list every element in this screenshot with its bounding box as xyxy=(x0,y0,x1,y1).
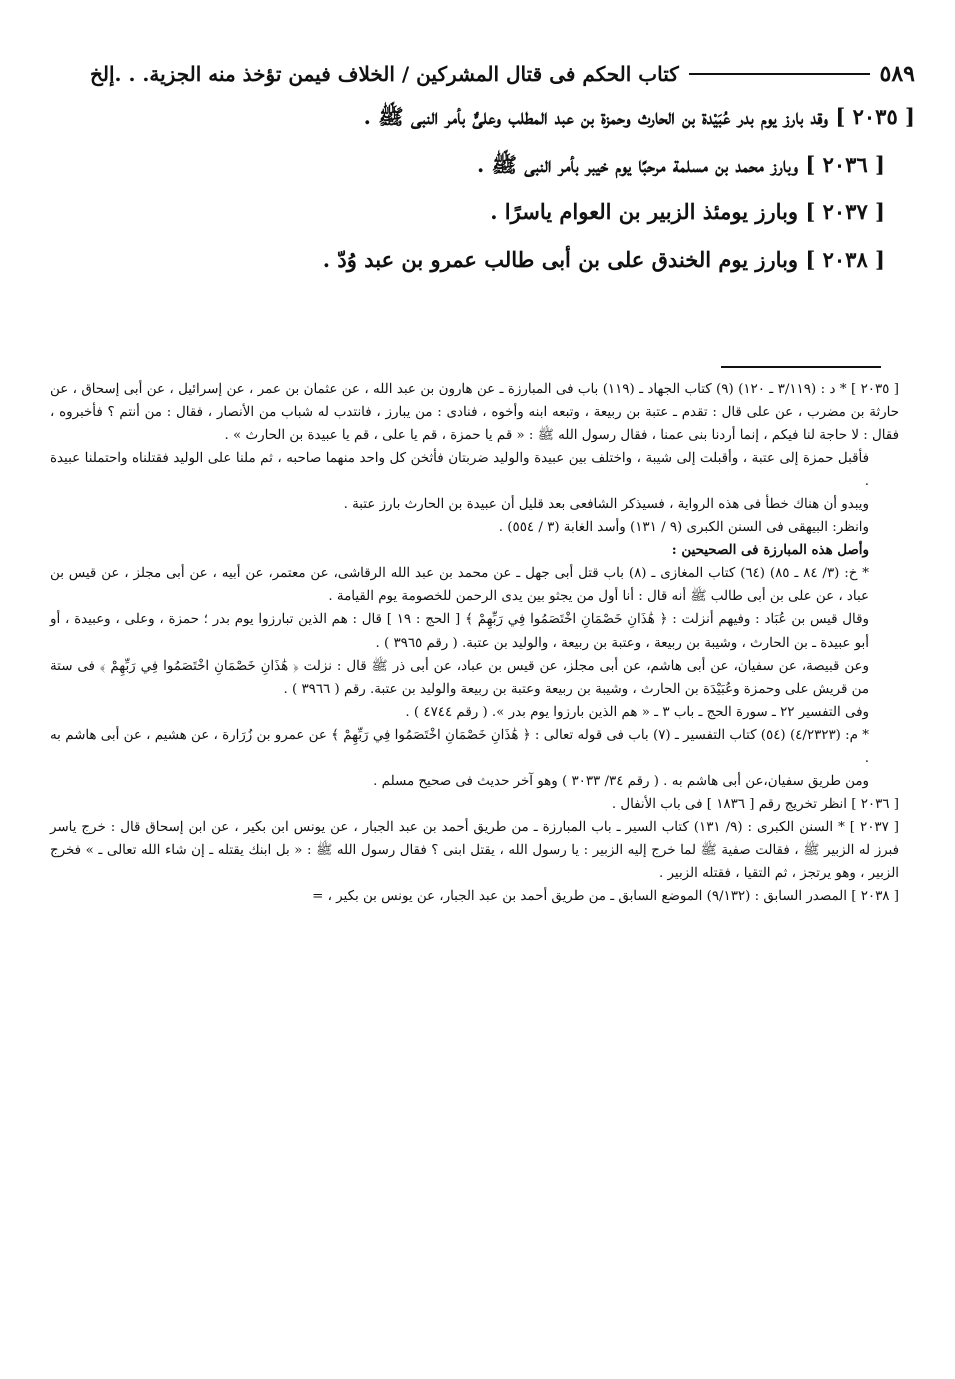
note-paragraph: فأقبل حمزة إلى عتبة ، وأقبلت إلى شيبة ، واختلف بين عبيدة والوليد ضربتان فأثخن كل واحد منهما صاحبه ، ثم ملنا على الوليد فقتلناه واحتملنا عبيدة . xyxy=(50,451,869,490)
footnotes xyxy=(50,378,899,908)
note-paragraph: وعن قبيصة، عن سفيان، عن أبى هاشم، عن أبى مجلز، عن قيس بن عباد، عن أبى ذر ﷺ قال : نزلت ﴿ هَٰذَانِ خَصْمَانِ اخْتَصَمُوا فِي رَبِّهِمْ ﴾ فى ستة من قريش على وحمزة وعُبَيْدَة بن الحارث ، وشيبة بن ربيعة وعتبة بن ربيعة والوليد بن عتبة. رقم ( ٣٩٦٦ ) . xyxy=(50,658,869,697)
note-paragraph: وقال قيس بن عُبَاد : وفيهم أنزلت : ﴿ هَٰذَانِ خَصْمَانِ اخْتَصَمُوا فِي رَبِّهِمْ ﴾ [ الحج : ١٩ ] قال : هم الذين تبارزوا يوم بدر ؛ حمزة ، وعلى ، وعبيدة ، أو أبو عبيدة ـ بن الحارث ، وشيبة بن ربيعة ، وعتبة بن ربيعة ، والوليد بن عتبة. ( رقم ٣٩٦٥ ) . xyxy=(50,612,869,651)
main-text xyxy=(90,100,915,290)
note-paragraph: وانظر: البيهقى فى السنن الكبرى (٩ / ١٣١) وأسد الغابة (٣ / ٥٥٤) . xyxy=(498,520,869,536)
note-2037: [ ٢٠٣٧ ] * السنن الكبرى : (٩/ ١٣١) كتاب السير ـ باب المبارزة ـ من طريق أحمد بن عبد الجبار ، عن يونس ابن بكير ، عن ابن إسحاق قال : خرج ياسر فبرز له الزبير ﷺ ، فقالت صفية ﷺ لما خرج إليه الزبير : يا رسول الله ، يقتل ابنى ؟ فقال رسول الله ﷺ : « بل ابنك يقتله ـ إن شاء الله تعالى ـ » فخرج الزبير ، وهو يرتجز ، ثم التقيا ، فقتله الزبير . xyxy=(50,819,899,881)
note-paragraph: ويبدو أن هناك خطأ فى هذه الرواية ، فسيذكر الشافعى بعد قليل أن عبيدة بن الحارث بارز عتبة . xyxy=(343,497,869,513)
page-number: ٥٨٩ xyxy=(879,61,915,87)
note-paragraph: ومن طريق سفيان،عن أبى هاشم به . ( رقم ٣٤/ ٣٠٣٣ ) وهو آخر حديث فى صحيح مسلم . xyxy=(373,773,869,789)
paragraph-2038: [ ٢٠٣٨ ] وبارز يوم الخندق على بن أبى طالب عمرو بن عبد وُدّ . xyxy=(322,246,885,272)
paragraph-2037: [ ٢٠٣٧ ] وبارز يومئذ الزبير بن العوام ياسرًا . xyxy=(490,199,885,225)
paragraph-2035: [ ٢٠٣٥ ] وقد بارز يوم بدر عُبَيْدة بن الحارث وحمزة بن عبد المطلب وعلىٌّ بأمر النبى ﷺ . xyxy=(363,104,915,129)
running-header xyxy=(90,56,915,92)
note-paragraph: * خ: (٣/ ٨٤ ـ ٨٥) (٦٤) كتاب المغازى ـ (٨) باب قتل أبى جهل ـ عن محمد بن عبد الله الرقاشى، عن معتمر، عن أبيه ، عن أبى مجلز ، عن قيس بن عباد ، عن على بن أبى طالب ﷺ أنه قال : أنا أول من يجثو بين يدى الرحمن للخصومة يوم القيامة . xyxy=(50,566,869,605)
chapter-title: كتاب الحكم فى قتال المشركين / الخلاف فيمن تؤخذ منه الجزية. . .إلخ xyxy=(90,62,679,86)
header-rule xyxy=(689,73,870,75)
note-2035: [ ٢٠٣٥ ] * د : (٣/١١٩ ـ ١٢٠) (٩) كتاب الجهاد ـ (١١٩) باب فى المبارزة ـ عن هارون بن عبد الله ، عن عثمان بن عمر ، عن إسرائيل ، عن أبى إسحاق ، عن حارثة بن مضرب ، عن على قال : تقدم ـ عتبة بن ربيعة ، وتبعه ابنه وأخوه ، فنادى : من يبارز ، فانتدب له شباب من الأنصار ، فقال : من أنتم ؟ فأخبروه ، فقال : لا حاجة لنا فيكم ، إنما أردنا بنى عمنا ، فقال رسول الله ﷺ : « قم يا حمزة ، قم يا على ، قم يا عبيدة بن الحارث » . xyxy=(50,382,900,444)
note-paragraph: * م: (٤/٢٣٢٣) (٥٤) كتاب التفسير ـ (٧) باب فى قوله تعالى : ﴿ هَٰذَانِ خَصْمَانِ اخْتَصَمُوا فِي رَبِّهِمْ ﴾ عن عمرو بن زُرَارة ، عن هشيم ، عن أبى هاشم به . xyxy=(50,727,869,766)
paragraph-2036: [ ٢٠٣٦ ] وبارز محمد بن مسلمة مرحبًا يوم خيبر بأمر النبى ﷺ . xyxy=(476,151,885,177)
note-2036: [ ٢٠٣٦ ] انظر تخريج رقم [ ١٨٣٦ ] فى باب الأنفال . xyxy=(611,796,899,812)
note-2038: [ ٢٠٣٨ ] المصدر السابق : (٩/١٣٢) الموضع السابق ـ من طريق أحمد بن عبد الجبار، عن يونس بن بكير ، = xyxy=(312,889,899,905)
footnote-separator xyxy=(721,366,881,368)
note-paragraph: وفى التفسير ٢٢ ـ سورة الحج ـ باب ٣ ـ « هم الذين بارزوا يوم بدر ». ( رقم ٤٧٤٤ ) . xyxy=(405,704,869,720)
note-heading: وأصل هذه المبارزة فى الصحيحين : xyxy=(671,542,869,559)
